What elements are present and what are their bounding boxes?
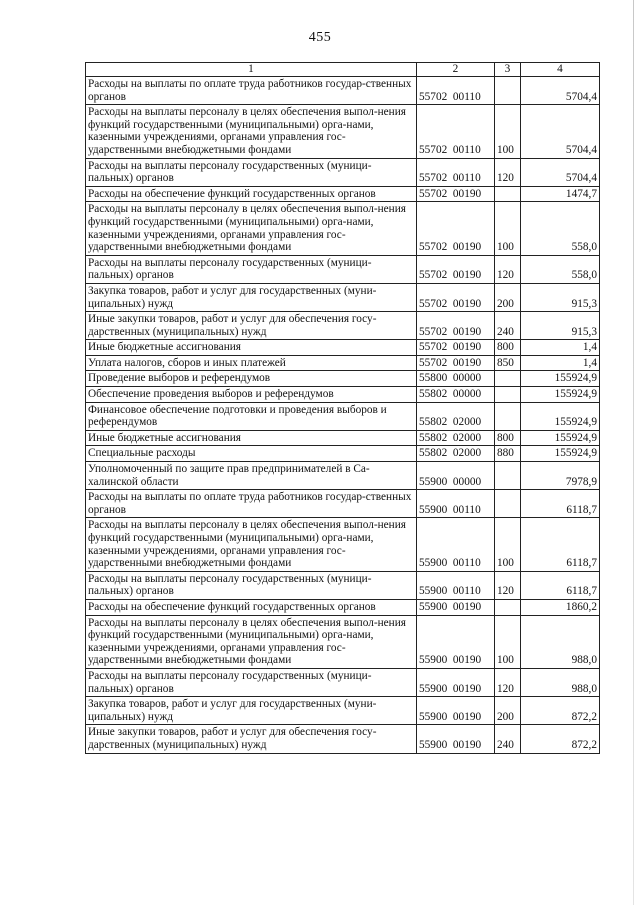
row-sum: 988,0 (521, 668, 600, 696)
row-type (495, 490, 521, 518)
row-code: 55900 00110 (417, 518, 495, 571)
table-row (86, 158, 600, 186)
row-type: 200 (495, 283, 521, 311)
row-sum: 1860,2 (521, 599, 600, 615)
table-row (86, 340, 600, 356)
header-col-type: 3 (495, 63, 521, 77)
row-type: 200 (495, 697, 521, 725)
row-code: 55802 02000 (417, 446, 495, 462)
row-type: 100 (495, 202, 521, 255)
table-row (86, 518, 600, 571)
row-type (495, 387, 521, 403)
row-code: 55900 00110 (417, 490, 495, 518)
row-sum: 558,0 (521, 255, 600, 283)
table-row (86, 283, 600, 311)
row-sum: 988,0 (521, 615, 600, 668)
row-code: 55702 00190 (417, 312, 495, 340)
row-sum: 155924,9 (521, 387, 600, 403)
page-number: 455 (308, 30, 332, 45)
table-row (86, 312, 600, 340)
table-row (86, 202, 600, 255)
row-sum: 6118,7 (521, 571, 600, 599)
table-row (86, 255, 600, 283)
table-row (86, 77, 600, 105)
row-name: Уплата налогов, сборов и иных платежей (86, 355, 417, 371)
row-sum: 1,4 (521, 355, 600, 371)
row-code: 55900 00190 (417, 725, 495, 753)
row-name: Специальные расходы (86, 446, 417, 462)
row-sum: 5704,4 (521, 77, 600, 105)
row-type (495, 599, 521, 615)
row-sum: 1474,7 (521, 186, 600, 202)
row-name: Иные бюджетные ассигнования (86, 430, 417, 446)
row-type (495, 462, 521, 490)
row-name: Иные бюджетные ассигнования (86, 340, 417, 356)
row-name: Проведение выборов и референдумов (86, 371, 417, 387)
row-sum: 7978,9 (521, 462, 600, 490)
table-body (86, 77, 600, 754)
row-code: 55702 00190 (417, 255, 495, 283)
row-name: Расходы на выплаты персоналу в целях обеспечения выпол-нения функций государственными (муниципальными) орга-нами, казенными учреждениями, органами управления гос-ударственными внебюджетными фондами (86, 615, 417, 668)
row-name: Расходы на выплаты персоналу государственных (муници-пальных) органов (86, 668, 417, 696)
row-sum: 872,2 (521, 725, 600, 753)
row-name: Уполномоченный по защите прав предпринимателей в Са-халинской области (86, 462, 417, 490)
row-code: 55702 00190 (417, 202, 495, 255)
row-code: 55800 00000 (417, 371, 495, 387)
header-row (86, 63, 600, 77)
row-type (495, 402, 521, 430)
row-name: Расходы на выплаты персоналу государственных (муници-пальных) органов (86, 158, 417, 186)
row-name: Закупка товаров, работ и услуг для государственных (муни-ципальных) нужд (86, 283, 417, 311)
row-code: 55702 00190 (417, 355, 495, 371)
row-name: Расходы на выплаты персоналу государственных (муници-пальных) органов (86, 571, 417, 599)
row-name: Расходы на выплаты персоналу в целях обеспечения выпол-нения функций государственными (муниципальными) орга-нами, казенными учреждениями, органами управления гос-ударственными внебюджетными фондами (86, 105, 417, 158)
row-type: 800 (495, 430, 521, 446)
header-col-name: 1 (86, 63, 417, 77)
table-row (86, 725, 600, 753)
row-type: 800 (495, 340, 521, 356)
row-type (495, 186, 521, 202)
row-code: 55900 00190 (417, 599, 495, 615)
table-row (86, 355, 600, 371)
row-code: 55900 00190 (417, 668, 495, 696)
row-sum: 6118,7 (521, 490, 600, 518)
table-row (86, 599, 600, 615)
row-type (495, 371, 521, 387)
row-name: Расходы на выплаты по оплате труда работников государ-ственных органов (86, 77, 417, 105)
row-name: Закупка товаров, работ и услуг для государственных (муни-ципальных) нужд (86, 697, 417, 725)
row-sum: 155924,9 (521, 446, 600, 462)
row-code: 55802 02000 (417, 402, 495, 430)
row-sum: 6118,7 (521, 518, 600, 571)
table-row (86, 446, 600, 462)
row-sum: 155924,9 (521, 430, 600, 446)
row-type: 880 (495, 446, 521, 462)
row-code: 55802 00000 (417, 387, 495, 403)
row-sum: 558,0 (521, 202, 600, 255)
table-row (86, 615, 600, 668)
row-sum: 155924,9 (521, 371, 600, 387)
row-sum: 5704,4 (521, 105, 600, 158)
row-name: Финансовое обеспечение подготовки и проведения выборов и референдумов (86, 402, 417, 430)
row-code: 55702 00110 (417, 105, 495, 158)
row-code: 55900 00190 (417, 697, 495, 725)
row-code: 55802 02000 (417, 430, 495, 446)
row-sum: 915,3 (521, 312, 600, 340)
row-type: 100 (495, 615, 521, 668)
row-code: 55900 00110 (417, 571, 495, 599)
row-code: 55702 00110 (417, 77, 495, 105)
row-sum: 872,2 (521, 697, 600, 725)
table-row (86, 387, 600, 403)
table-row (86, 462, 600, 490)
table-row (86, 402, 600, 430)
row-type: 240 (495, 725, 521, 753)
row-code: 55900 00190 (417, 615, 495, 668)
row-type: 240 (495, 312, 521, 340)
row-code: 55900 00000 (417, 462, 495, 490)
row-name: Расходы на выплаты персоналу государственных (муници-пальных) органов (86, 255, 417, 283)
row-name: Обеспечение проведения выборов и референдумов (86, 387, 417, 403)
row-code: 55702 00190 (417, 186, 495, 202)
row-name: Иные закупки товаров, работ и услуг для обеспечения госу-дарственных (муниципальных) нужд (86, 312, 417, 340)
row-code: 55702 00110 (417, 158, 495, 186)
header-col-sum: 4 (521, 63, 600, 77)
table-row (86, 371, 600, 387)
scan-edge-shadow (633, 0, 634, 905)
row-type: 100 (495, 518, 521, 571)
row-type: 120 (495, 668, 521, 696)
row-type: 120 (495, 571, 521, 599)
table-row (86, 668, 600, 696)
row-type: 100 (495, 105, 521, 158)
row-sum: 915,3 (521, 283, 600, 311)
table-row (86, 697, 600, 725)
row-name: Расходы на обеспечение функций государственных органов (86, 186, 417, 202)
header-col-code: 2 (417, 63, 495, 77)
budget-table (85, 62, 600, 754)
row-name: Расходы на выплаты по оплате труда работников государ-ственных органов (86, 490, 417, 518)
row-code: 55702 00190 (417, 340, 495, 356)
row-type: 120 (495, 255, 521, 283)
row-code: 55702 00190 (417, 283, 495, 311)
row-name: Расходы на выплаты персоналу в целях обеспечения выпол-нения функций государственными (муниципальными) орга-нами, казенными учреждениями, органами управления гос-ударственными внебюджетными фондами (86, 518, 417, 571)
row-name: Иные закупки товаров, работ и услуг для обеспечения госу-дарственных (муниципальных) нужд (86, 725, 417, 753)
row-sum: 1,4 (521, 340, 600, 356)
row-sum: 155924,9 (521, 402, 600, 430)
table-row (86, 430, 600, 446)
row-type: 850 (495, 355, 521, 371)
table-row (86, 105, 600, 158)
row-sum: 5704,4 (521, 158, 600, 186)
row-name: Расходы на обеспечение функций государственных органов (86, 599, 417, 615)
row-name: Расходы на выплаты персоналу в целях обеспечения выпол-нения функций государственными (муниципальными) орга-нами, казенными учреждениями, органами управления гос-ударственными внебюджетными фондами (86, 202, 417, 255)
row-type (495, 77, 521, 105)
table-row (86, 571, 600, 599)
table-row (86, 186, 600, 202)
table-row (86, 490, 600, 518)
row-type: 120 (495, 158, 521, 186)
